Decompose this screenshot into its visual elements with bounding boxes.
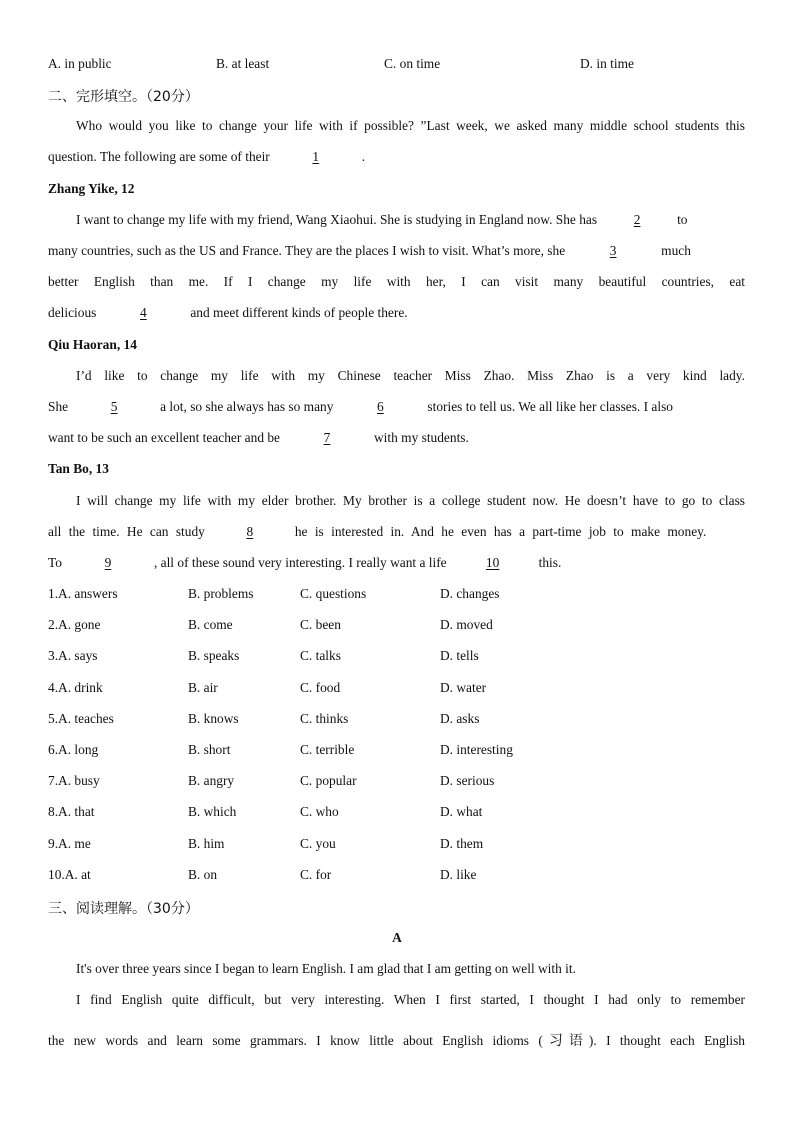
text: all the time. He can study — [48, 524, 205, 539]
text: a lot, so she always has so many — [160, 399, 334, 414]
speaker-name: Qiu Haoran, 14 — [48, 337, 137, 352]
paragraph-line: I’d like to change my life with my Chinese teacher Miss Zhao. Miss Zhao is a very kind lady. — [76, 368, 745, 383]
text: and meet different kinds of people there. — [190, 305, 408, 320]
section3-heading: 三、阅读理解。（30分） — [48, 901, 199, 917]
blank-2: 2 — [633, 212, 641, 227]
text: stories to tell us. We all like her classes. I also — [427, 399, 674, 414]
question-8-option-d: D. what — [440, 804, 483, 820]
question-7-option-c: C. popular — [300, 773, 357, 789]
intro-line-1: Who would you like to change your life with if possible? ”Last week, we asked many middle school students this — [76, 118, 745, 133]
section2-heading: 二、完形填空。（20分） — [48, 89, 199, 105]
paragraph-line: It's over three years since I began to learn English. I am glad that I am getting on well with it. — [76, 961, 576, 976]
text: . — [361, 149, 366, 164]
text: want to be such an excellent teacher and be — [48, 430, 280, 445]
question-6-option-a: 6.A. long — [48, 742, 99, 757]
question-10-option-d: D. like — [440, 866, 477, 882]
question-10-option-b: B. on — [188, 866, 218, 882]
question-7-option-a: 7.A. busy — [48, 773, 100, 789]
paragraph-line — [48, 524, 745, 540]
question-2-option-c: C. been — [300, 617, 341, 633]
text: many countries, such as the US and France. They are the places I wish to visit. What’s more, she — [48, 243, 566, 258]
blank-4: 4 — [140, 305, 147, 320]
blank-9: 9 — [104, 555, 112, 570]
question-3-option-c: C. talks — [300, 648, 341, 664]
top-option-d: D. in time — [580, 56, 634, 71]
question-6-option-d: D. interesting — [440, 742, 513, 757]
passage-title: A — [392, 930, 402, 945]
text: 习语 — [542, 1033, 589, 1049]
top-option-c: C. on time — [384, 56, 441, 71]
paragraph-line: I will change my life with my elder brother. My brother is a college student now. He doesn’t have to go to class — [76, 493, 745, 508]
top-option-b: B. at least — [216, 56, 270, 71]
text: to — [677, 212, 688, 227]
question-3-option-a: 3.A. says — [48, 648, 98, 664]
question-2-option-a: 2.A. gone — [48, 617, 101, 633]
text: ). I thought each English — [588, 1033, 745, 1048]
speaker-name: Zhang Yike, 12 — [48, 181, 135, 196]
question-2-option-b: B. come — [188, 617, 233, 633]
question-5-option-a: 5.A. teaches — [48, 710, 114, 726]
question-7-option-b: B. angry — [188, 773, 235, 789]
text: this. — [538, 555, 562, 570]
paragraph-line — [48, 243, 745, 259]
question-6-option-c: C. terrible — [300, 742, 355, 757]
blank-6: 6 — [377, 399, 384, 414]
question-4-option-d: D. water — [440, 679, 487, 695]
question-5-option-d: D. asks — [440, 710, 480, 726]
question-1-option-c: C. questions — [300, 586, 367, 601]
intro-line-2 — [48, 149, 745, 165]
text: , all of these sound very interesting. I really want a life — [153, 555, 447, 570]
question-9-option-d: D. them — [440, 835, 484, 851]
paragraph-line — [76, 212, 745, 228]
question-1-option-b: B. problems — [188, 586, 254, 601]
question-7-option-d: D. serious — [440, 773, 495, 789]
blank-5: 5 — [110, 399, 118, 414]
blank-3: 3 — [609, 243, 617, 258]
text: question. The following are some of their — [48, 149, 270, 164]
text: I want to change my life with my friend, Wang Xiaohui. She is studying in England now. She has — [76, 212, 598, 227]
paragraph-line — [48, 555, 745, 571]
question-5-option-b: B. knows — [188, 710, 239, 726]
question-10-option-a: 10.A. at — [48, 866, 91, 882]
question-3-option-d: D. tells — [440, 648, 479, 664]
paragraph-line — [48, 305, 745, 321]
paragraph-line: better English than me. If I change my life with her, I can visit many beautiful countries, eat — [48, 274, 745, 289]
text: with my students. — [374, 430, 469, 445]
paragraph-line — [48, 430, 745, 446]
question-4-option-a: 4.A. drink — [48, 679, 103, 695]
text: he is interested in. And he even has a part-time job to make money. — [294, 524, 707, 539]
question-3-option-b: B. speaks — [188, 648, 240, 664]
question-8-option-a: 8.A. that — [48, 804, 95, 820]
question-8-option-b: B. which — [188, 804, 237, 820]
blank-8: 8 — [246, 524, 254, 539]
question-1-option-a: 1.A. answers — [48, 586, 118, 601]
paragraph-line — [48, 1030, 745, 1050]
question-9-option-c: C. you — [300, 835, 336, 851]
text: delicious — [48, 305, 97, 320]
text: To — [48, 555, 62, 570]
text: the new words and learn some grammars. I know little about English idioms ( — [48, 1033, 543, 1048]
question-8-option-c: C. who — [300, 804, 339, 820]
question-9-option-a: 9.A. me — [48, 835, 91, 851]
question-9-option-b: B. him — [188, 835, 225, 851]
text: much — [661, 243, 691, 258]
blank-10: 10 — [485, 555, 500, 570]
question-10-option-c: C. for — [300, 866, 332, 882]
question-6-option-b: B. short — [188, 742, 231, 757]
question-4-option-b: B. air — [188, 679, 218, 695]
question-2-option-d: D. moved — [440, 617, 493, 633]
blank-1: 1 — [312, 149, 320, 164]
question-4-option-c: C. food — [300, 679, 341, 695]
paragraph-line — [48, 399, 745, 415]
speaker-name: Tan Bo, 13 — [48, 461, 109, 476]
question-1-option-d: D. changes — [440, 586, 500, 601]
question-5-option-c: C. thinks — [300, 710, 349, 726]
top-option-a: A. in public — [48, 56, 112, 71]
paragraph-line: I find English quite difficult, but very interesting. When I first started, I thought I had only to remember — [76, 992, 745, 1007]
text: She — [48, 399, 69, 414]
blank-7: 7 — [323, 430, 331, 445]
